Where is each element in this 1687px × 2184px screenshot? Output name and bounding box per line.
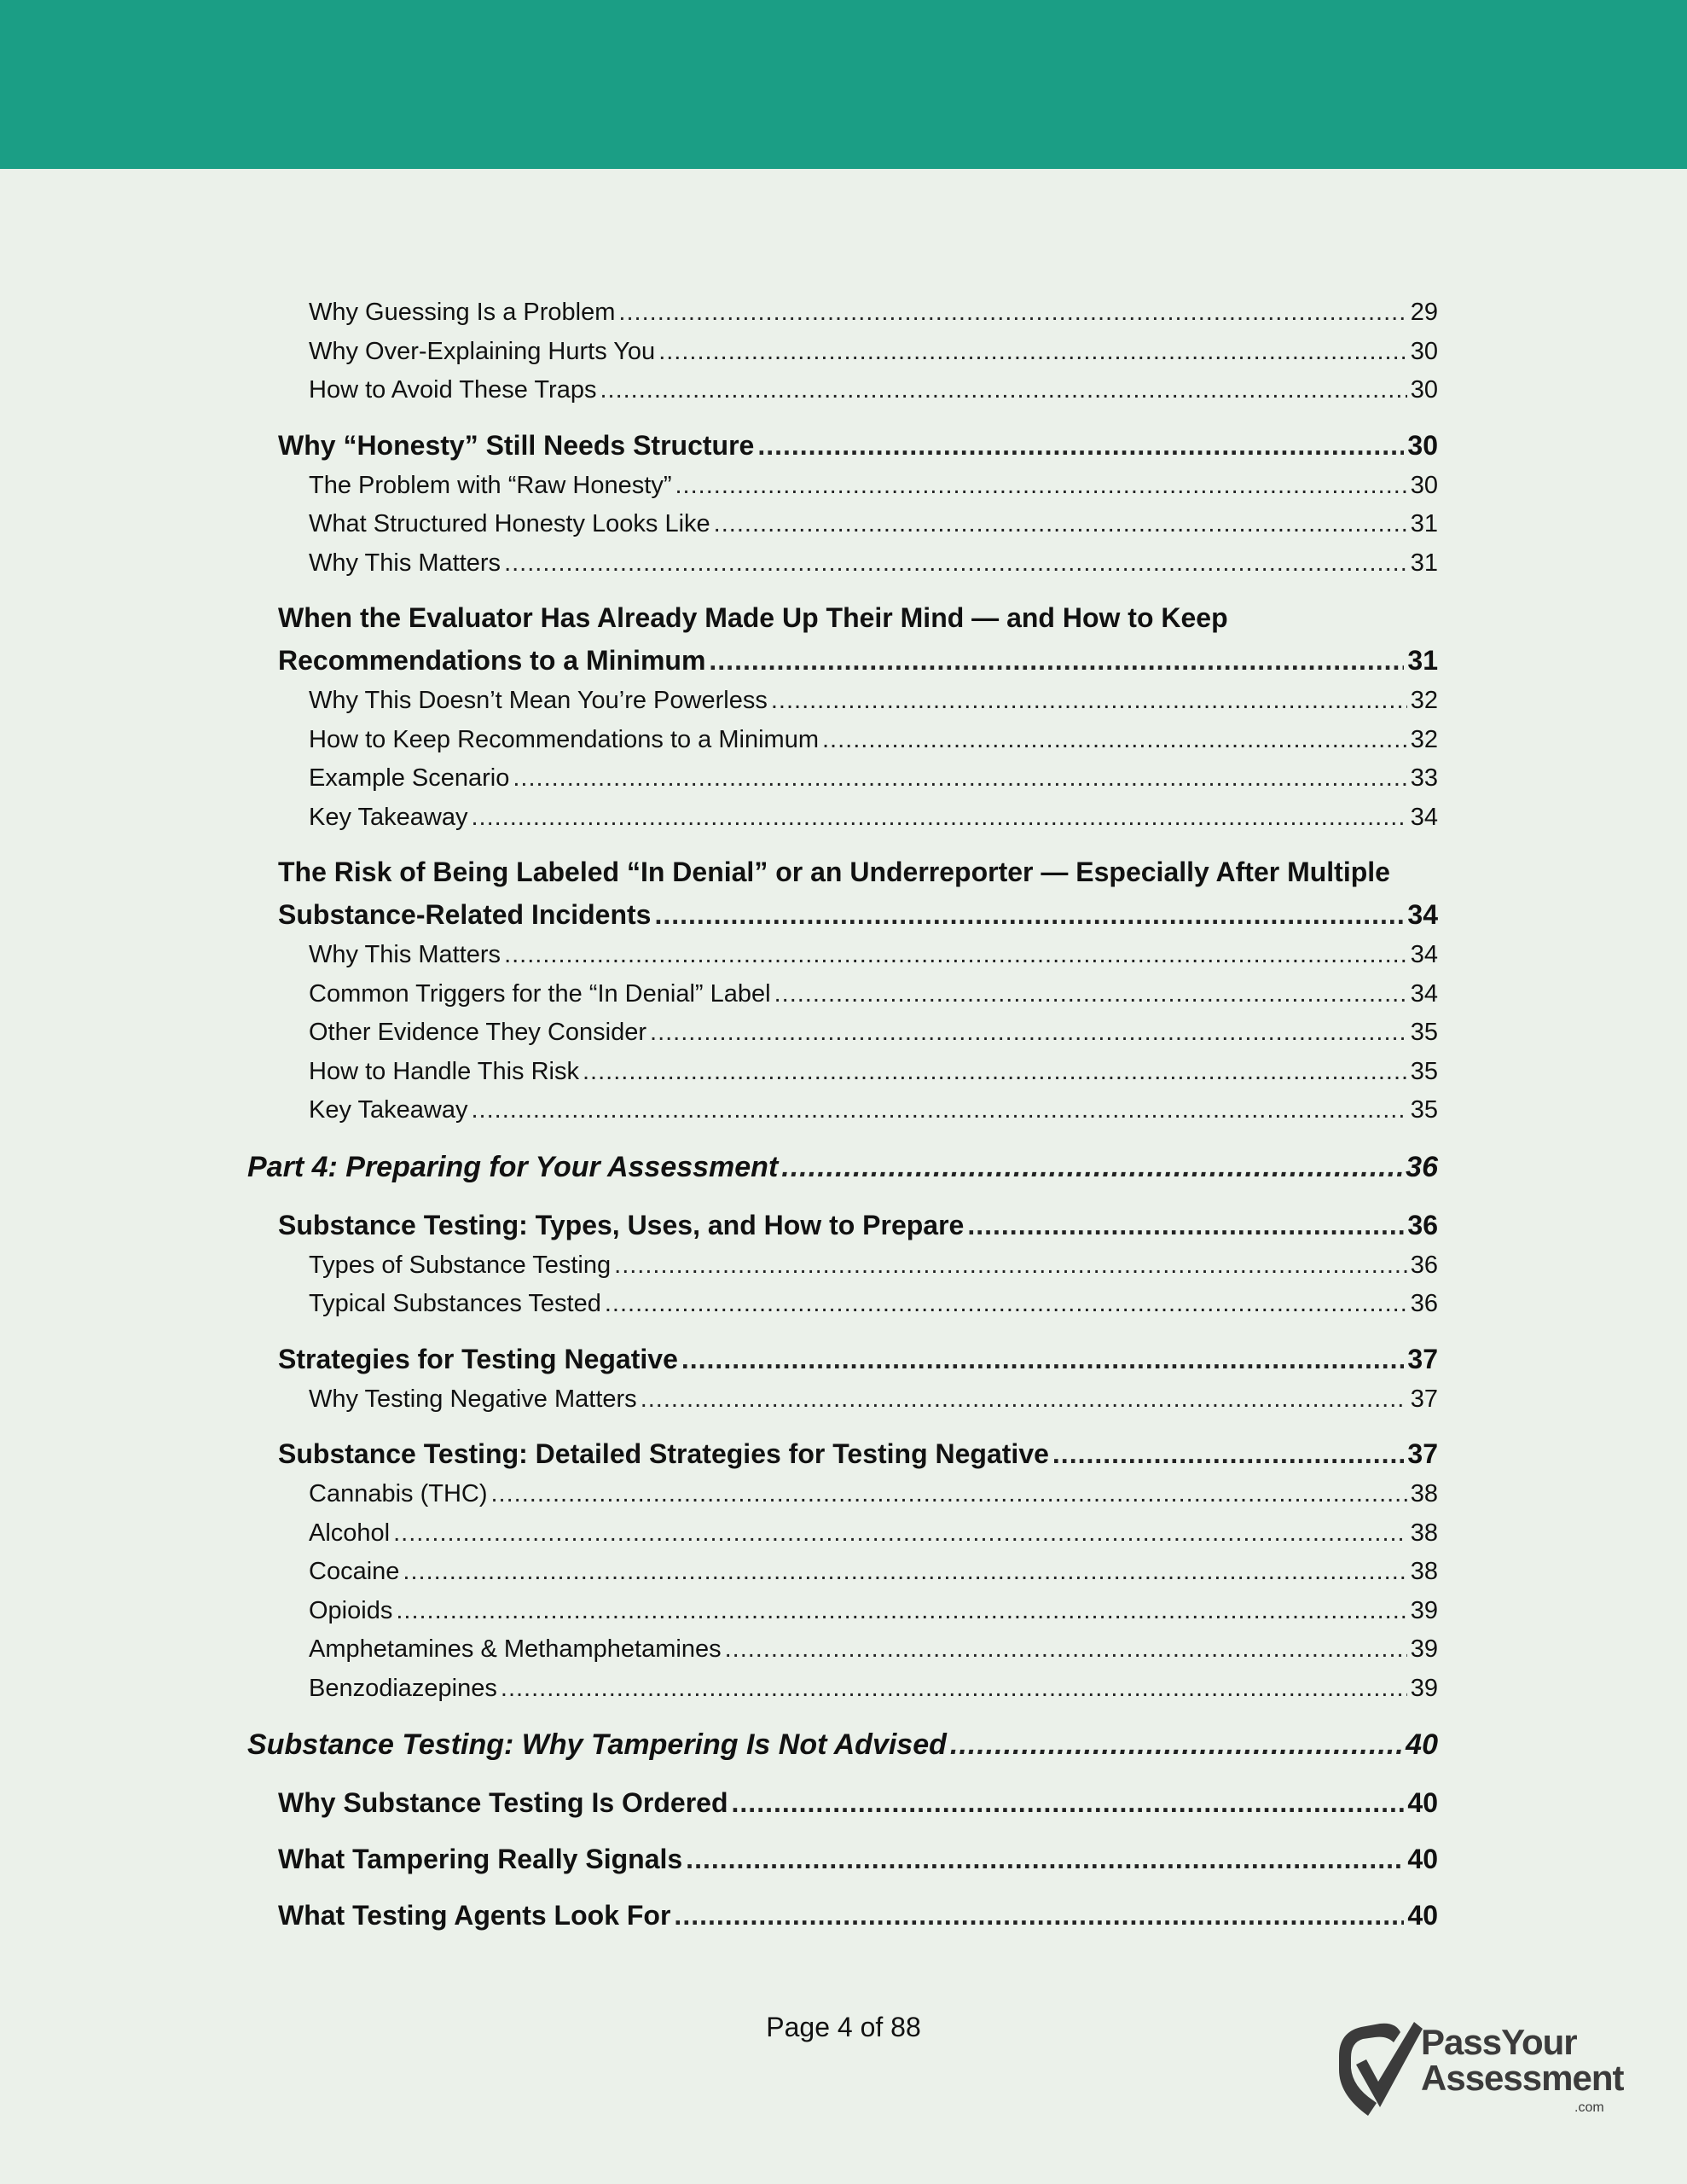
toc-entry-level2[interactable] [247, 596, 1438, 682]
toc-entry-label: Benzodiazepines [309, 1674, 497, 1702]
toc-entry-level3[interactable] [247, 1091, 1438, 1130]
toc-entry-level3[interactable] [247, 1514, 1438, 1554]
toc-entry-level2[interactable] [247, 1432, 1438, 1475]
dot-leader [1052, 1432, 1405, 1475]
toc-entry-page-number: 34 [1410, 803, 1438, 831]
toc-entry-label: Why This Doesn’t Mean You’re Powerless [309, 687, 768, 714]
toc-entry-label: What Tampering Really Signals [278, 1844, 683, 1874]
toc-entry-level1[interactable] [247, 1144, 1438, 1190]
dot-leader [600, 371, 1406, 410]
dot-leader [614, 1246, 1407, 1286]
dot-leader [393, 1514, 1407, 1554]
toc-entry-label: How to Avoid These Traps [309, 376, 597, 404]
toc-entry-label: Amphetamines & Methamphetamines [309, 1635, 722, 1663]
toc-entry-level3[interactable] [247, 333, 1438, 372]
toc-entry-label: Types of Substance Testing [309, 1251, 612, 1279]
toc-entry-level3[interactable] [247, 1670, 1438, 1709]
toc-entry-page-number: 32 [1410, 725, 1438, 753]
logo-word-passyour: PassYour [1421, 2022, 1577, 2062]
toc-entry-level3[interactable] [247, 1246, 1438, 1286]
toc-entry-label: Substance-Related Incidents [278, 899, 652, 930]
dot-leader [641, 1380, 1407, 1420]
toc-entry-level3[interactable] [247, 975, 1438, 1014]
logo-word-assessment: Assessment [1421, 2058, 1624, 2098]
toc-entry-level2[interactable] [247, 424, 1438, 467]
toc-entry-page-number: 34 [1407, 899, 1438, 930]
toc-entry-level3[interactable] [247, 682, 1438, 721]
toc-entry-page-number: 40 [1407, 1787, 1438, 1818]
toc-entry-level3[interactable] [247, 293, 1438, 333]
toc-entry-label: Alcohol [309, 1519, 391, 1547]
toc-entry-label: Why “Honesty” Still Needs Structure [278, 429, 755, 461]
toc-entry-page-number: 37 [1407, 1438, 1438, 1469]
toc-entry-label: Part 4: Preparing for Your Assessment [247, 1150, 779, 1183]
dot-leader [605, 1285, 1407, 1324]
toc-entry-level2[interactable] [247, 1338, 1438, 1380]
checkmark-shield-icon [1330, 2015, 1424, 2122]
toc-entry-page-number: 35 [1410, 1096, 1438, 1124]
toc-entry-level2[interactable] [247, 1838, 1438, 1880]
toc-entry-label: Cannabis (THC) [309, 1480, 488, 1507]
dot-leader [583, 1053, 1407, 1092]
toc-entry-level3[interactable] [247, 1475, 1438, 1514]
toc-entry-level3[interactable] [247, 1380, 1438, 1420]
dot-leader [501, 1670, 1407, 1709]
toc-entry-level3[interactable] [247, 505, 1438, 544]
toc-entry-page-number: 30 [1410, 376, 1438, 404]
toc-entry-page-number: 31 [1410, 510, 1438, 537]
dot-leader [714, 505, 1407, 544]
toc-entry-page-number: 36 [1410, 1251, 1438, 1279]
toc-entry-label: Common Triggers for the “In Denial” Label [309, 979, 771, 1008]
dot-leader [513, 759, 1406, 799]
page-indicator: Page 4 of 88 [766, 2012, 921, 2042]
dot-leader [654, 893, 1404, 936]
toc-entry-page-number: 30 [1410, 471, 1438, 499]
toc-entry-label: Substance Testing: Why Tampering Is Not Advised [247, 1728, 947, 1761]
toc-entry-label: Cocaine [309, 1558, 400, 1585]
toc-entry-level2[interactable] [247, 1781, 1438, 1824]
toc-entry-page-number: 36 [1406, 1150, 1438, 1183]
dot-leader [681, 1338, 1405, 1380]
toc-entry-level3[interactable] [247, 1053, 1438, 1092]
toc-entry-level3[interactable] [247, 936, 1438, 975]
header-band [0, 0, 1687, 169]
toc-entry-label: Recommendations to a Minimum [278, 645, 706, 676]
toc-entry-page-number: 35 [1410, 1019, 1438, 1046]
dot-leader [674, 1894, 1404, 1937]
toc-entry-level3[interactable] [247, 1285, 1438, 1324]
toc-entry-label: Other Evidence They Consider [309, 1019, 647, 1046]
dot-leader [504, 936, 1407, 975]
dot-leader [774, 975, 1407, 1014]
toc-entry-level3[interactable] [247, 467, 1438, 506]
toc-entry-page-number: 36 [1410, 1290, 1438, 1317]
toc-entry-level2[interactable] [247, 851, 1438, 936]
toc-entry-page-number: 38 [1410, 1480, 1438, 1507]
toc-entry-label: Why This Matters [309, 941, 501, 968]
toc-entry-page-number: 40 [1407, 1900, 1438, 1931]
toc-entry-page-number: 30 [1407, 429, 1438, 461]
toc-entry-page-number: 31 [1407, 645, 1438, 676]
toc-entry-level3[interactable] [247, 1014, 1438, 1053]
dot-leader [732, 1781, 1405, 1824]
dot-leader [396, 1592, 1406, 1631]
dot-leader [771, 682, 1407, 721]
toc-entry-page-number: 29 [1410, 299, 1438, 326]
dot-leader [471, 1091, 1406, 1130]
toc-entry-label: Key Takeaway [309, 1096, 468, 1124]
toc-entry-page-number: 40 [1406, 1728, 1438, 1761]
logo-suffix: .com [1574, 2100, 1604, 2115]
toc-entry-page-number: 37 [1410, 1385, 1438, 1413]
toc-entry-page-number: 39 [1410, 1674, 1438, 1702]
dot-leader [403, 1553, 1406, 1592]
dot-leader [709, 639, 1404, 682]
toc-entry-level3[interactable] [247, 721, 1438, 760]
toc-entry-label: Typical Substances Tested [309, 1290, 601, 1317]
toc-entry-level3[interactable] [247, 544, 1438, 584]
toc-entry-level3[interactable] [247, 1592, 1438, 1631]
toc-entry-level1[interactable] [247, 1722, 1438, 1768]
dot-leader [686, 1838, 1404, 1880]
toc-entry-label: How to Keep Recommendations to a Minimum [309, 725, 819, 753]
toc-entry-page-number: 34 [1410, 979, 1438, 1008]
toc-entry-page-number: 36 [1407, 1209, 1438, 1240]
brand-logo [1330, 2015, 1624, 2126]
dot-leader [471, 799, 1406, 838]
toc-entry-label: What Testing Agents Look For [278, 1900, 671, 1931]
toc-entry-page-number: 39 [1410, 1635, 1438, 1663]
toc-entry-page-number: 39 [1410, 1596, 1438, 1624]
toc-entry-page-number: 38 [1410, 1558, 1438, 1585]
toc-entry-label: Why Over-Explaining Hurts You [309, 337, 656, 365]
dot-leader [822, 721, 1407, 760]
toc-entry-label-line1: The Risk of Being Labeled “In Denial” or an Underreporter — Especially After Multiple [278, 857, 1390, 887]
toc-entry-page-number: 35 [1410, 1057, 1438, 1085]
dot-leader [658, 333, 1407, 372]
toc-entry-page-number: 34 [1410, 941, 1438, 968]
toc-entry-level3[interactable] [247, 799, 1438, 838]
toc-entry-page-number: 31 [1410, 549, 1438, 577]
toc-entry-page-number: 37 [1407, 1343, 1438, 1374]
dot-leader [650, 1014, 1407, 1053]
toc-entry-level3[interactable] [247, 371, 1438, 410]
toc-entry-page-number: 30 [1410, 337, 1438, 365]
toc-entry-label: Why Substance Testing Is Ordered [278, 1787, 728, 1818]
dot-leader [504, 544, 1407, 584]
toc-entry-label: Substance Testing: Types, Uses, and How to Prepare [278, 1209, 965, 1240]
toc-entry-label: Example Scenario [309, 764, 510, 792]
toc-entry-page-number: 32 [1410, 687, 1438, 714]
dot-leader [675, 467, 1406, 506]
toc-entry-label: How to Handle This Risk [309, 1057, 579, 1085]
toc-entry-label: The Problem with “Raw Honesty” [309, 471, 672, 499]
dot-leader [757, 424, 1404, 467]
dot-leader [618, 293, 1406, 333]
toc-entry-page-number: 40 [1407, 1844, 1438, 1874]
dot-leader [725, 1630, 1407, 1670]
toc-entry-level3[interactable] [247, 1630, 1438, 1670]
toc-entry-label: Substance Testing: Detailed Strategies for Testing Negative [278, 1438, 1049, 1469]
table-of-contents [247, 293, 1438, 1937]
dot-leader [491, 1475, 1407, 1514]
dot-leader [781, 1144, 1402, 1190]
toc-entry-label-line1: When the Evaluator Has Already Made Up Their Mind — and How to Keep [278, 602, 1228, 633]
toc-entry-level2[interactable] [247, 1204, 1438, 1246]
toc-entry-page-number: 33 [1410, 764, 1438, 792]
toc-entry-label: Strategies for Testing Negative [278, 1343, 678, 1374]
toc-entry-label: Opioids [309, 1596, 393, 1624]
toc-entry-label: Why This Matters [309, 549, 501, 577]
toc-entry-label: Why Testing Negative Matters [309, 1385, 637, 1413]
toc-entry-level3[interactable] [247, 1553, 1438, 1592]
toc-entry-label: What Structured Honesty Looks Like [309, 510, 710, 537]
toc-entry-level2[interactable] [247, 1894, 1438, 1937]
toc-entry-label: Key Takeaway [309, 803, 468, 831]
dot-leader [950, 1722, 1402, 1768]
toc-entry-page-number: 38 [1410, 1519, 1438, 1547]
toc-entry-level3[interactable] [247, 759, 1438, 799]
dot-leader [967, 1204, 1404, 1246]
toc-entry-label: Why Guessing Is a Problem [309, 299, 616, 326]
